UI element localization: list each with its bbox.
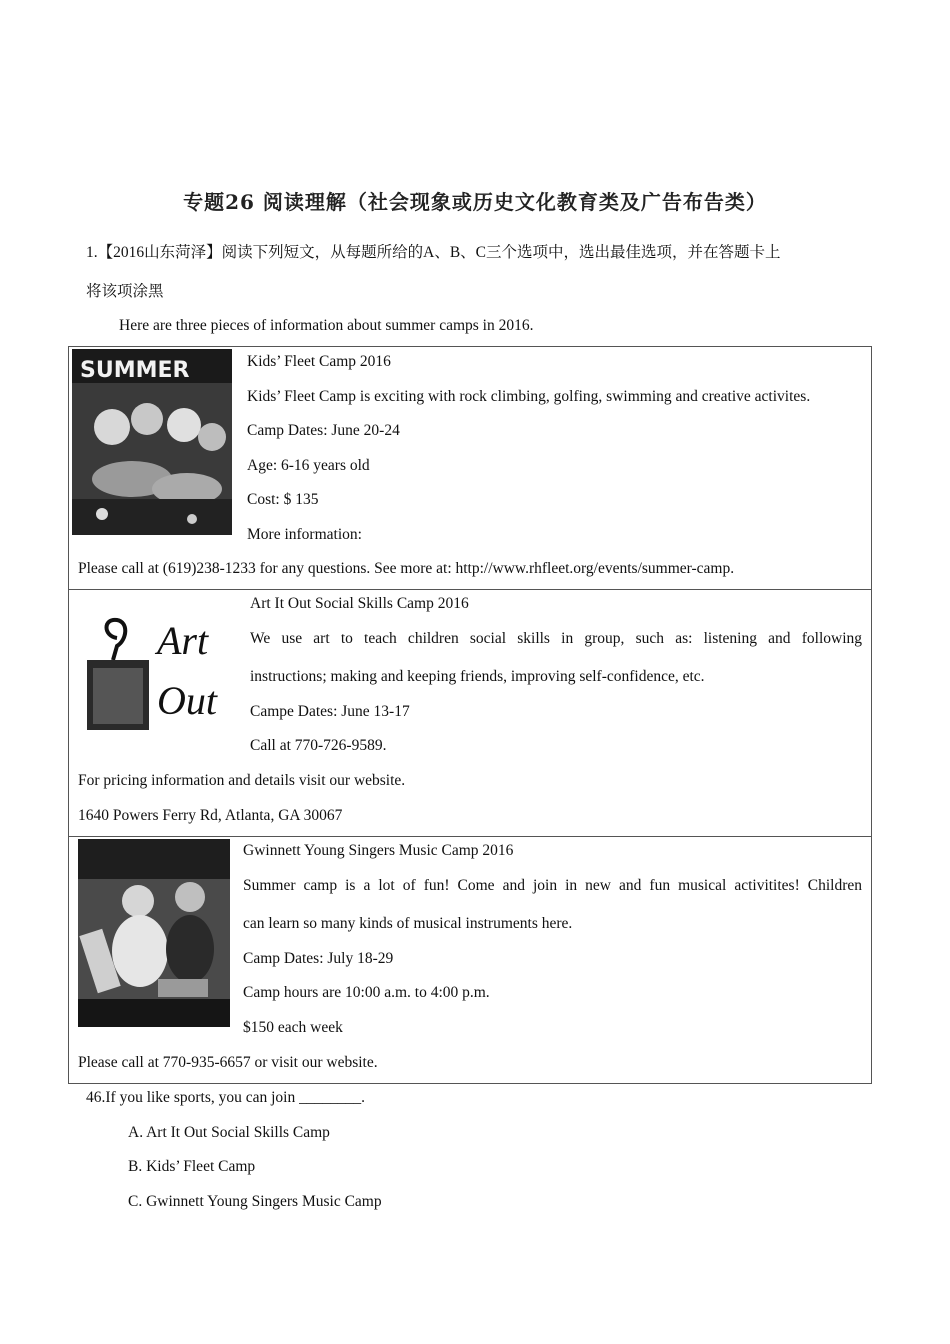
camp3-dates: Camp Dates: July 18-29	[243, 950, 394, 967]
camp1-description: Kids’ Fleet Camp is exciting with rock climbing, golfing, swimming and creative activites.	[247, 388, 811, 405]
camp3-description-line-2: can learn so many kinds of musical instruments here.	[243, 915, 573, 932]
camp1-age: Age: 6-16 years old	[247, 457, 370, 474]
camp-box-kids-fleet	[68, 346, 872, 590]
camp2-dates: Campe Dates: June 13-17	[250, 703, 410, 720]
camp1-more-info: More information:	[247, 526, 362, 543]
camp2-footer-line-1: For pricing information and details visit our website.	[78, 772, 406, 789]
art-logo-word-1: Art	[157, 618, 209, 663]
music-camp-photo	[78, 839, 230, 1027]
camp1-dates: Camp Dates: June 20-24	[247, 422, 400, 439]
camp2-footer-line-2: 1640 Powers Ferry Rd, Atlanta, GA 30067	[78, 807, 343, 824]
camp-box-gwinnett	[68, 837, 872, 1084]
camp2-description-line-2: instructions; making and keeping friends, improving self-confidence, etc.	[250, 668, 705, 685]
camp2-name: Art It Out Social Skills Camp 2016	[250, 595, 469, 612]
camp1-footer: Please call at (619)238-1233 for any questions. See more at: http://www.rhfleet.org/events/summer-camp.	[78, 560, 735, 577]
camp1-name: Kids’ Fleet Camp 2016	[247, 353, 391, 370]
question-stem: 46.If you like sports, you can join ________.	[86, 1089, 365, 1106]
camp2-call: Call at 770-726-9589.	[250, 737, 387, 754]
summer-camp-photo	[72, 349, 232, 535]
option-c: C. Gwinnett Young Singers Music Camp	[128, 1193, 382, 1210]
art-out-logo	[73, 598, 233, 738]
instruction-line-1: 1.【2016山东菏泽】阅读下列短文，从每题所给的A、B、C三个选项中，选出最佳选项，并在答题卡上	[86, 244, 781, 261]
art-logo-word-2: Out	[157, 678, 217, 723]
option-a: A. Art It Out Social Skills Camp	[128, 1124, 330, 1141]
camp3-name: Gwinnett Young Singers Music Camp 2016	[243, 842, 514, 859]
camp1-cost: Cost: $ 135	[247, 491, 319, 508]
intro-text: Here are three pieces of information about summer camps in 2016.	[119, 317, 534, 334]
summer-photo-label: SUMMER	[80, 358, 190, 383]
instruction-line-2: 将该项涂黑	[86, 283, 164, 300]
option-b: B. Kids’ Fleet Camp	[128, 1158, 256, 1175]
camp3-price: $150 each week	[243, 1019, 343, 1036]
camp2-description-line-1: We use art to teach children social skills in group, such as: listening and following	[250, 630, 862, 647]
page-title: 专题26 阅读理解（社会现象或历史文化教育类及广告布告类）	[183, 190, 767, 214]
camp-box-art-it-out	[68, 590, 872, 837]
camp3-hours: Camp hours are 10:00 a.m. to 4:00 p.m.	[243, 984, 490, 1001]
camp3-footer: Please call at 770-935-6657 or visit our website.	[78, 1054, 378, 1071]
camp3-description-line-1: Summer camp is a lot of fun! Come and join in new and fun musical activitites! Children	[243, 877, 862, 894]
